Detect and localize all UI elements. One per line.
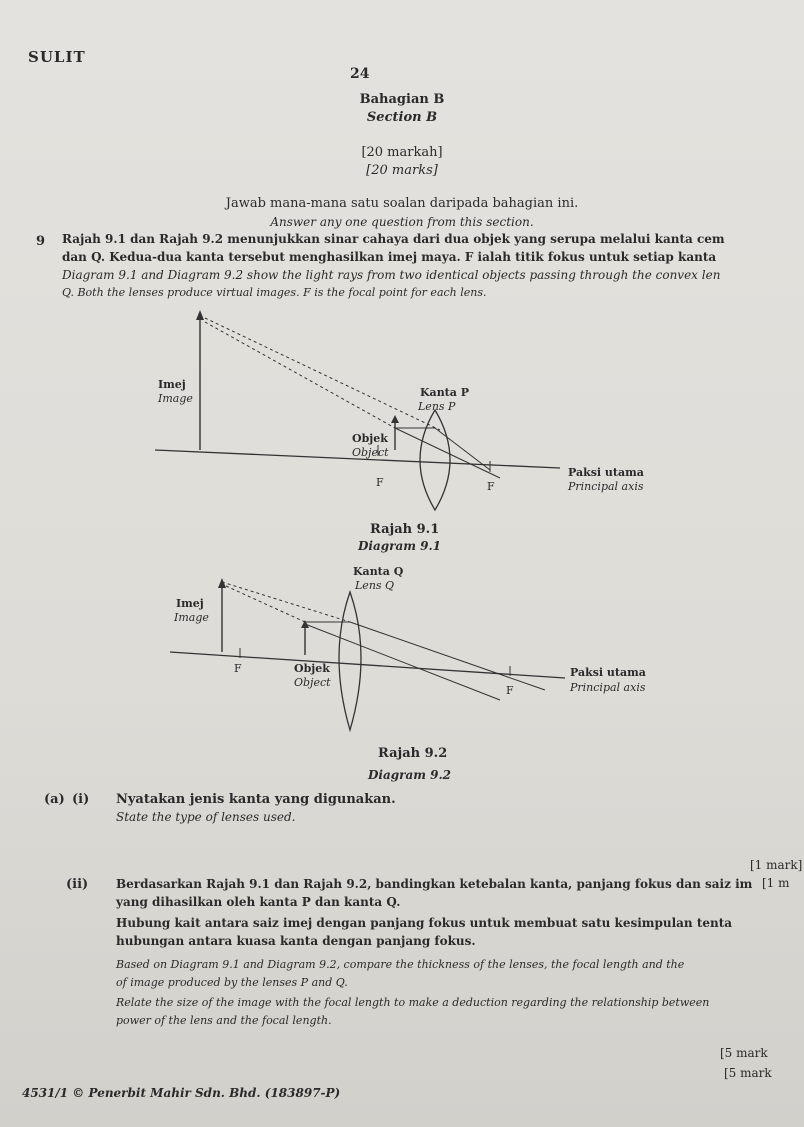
question-intro-ms-1: Rajah 9.1 dan Rajah 9.2 menunjukkan sinar cahaya dari dua objek yang serupa melalui kanta cem (62, 232, 725, 246)
part-a-ii-mark-en: [5 mark (724, 1066, 772, 1080)
d1-axis-en: Principal axis (568, 480, 644, 493)
d2-lens-ms: Kanta Q (353, 565, 404, 578)
d2-lens-en: Lens Q (355, 579, 395, 592)
part-a-ii-ms-2: yang dihasilkan oleh kanta P dan kanta Q. (116, 895, 401, 909)
part-a-ii-ms-1: Berdasarkan Rajah 9.1 dan Rajah 9.2, bandingkan ketebalan kanta, panjang fokus dan saiz im (116, 877, 753, 891)
d2-caption-ms: Rajah 9.2 (378, 746, 448, 761)
virtual-ray-2a (222, 582, 350, 622)
d2-focal-right: F (506, 684, 514, 697)
d1-image-ms: Imej (158, 378, 186, 391)
question-intro-en-1: Diagram 9.1 and Diagram 9.2 show the light rays from two identical objects passing through the convex len (62, 268, 721, 282)
d1-lens-ms: Kanta P (420, 386, 469, 399)
part-a-ii-en-3: Relate the size of the image with the focal length to make a deduction regarding the relationship between (116, 996, 710, 1009)
d1-caption-ms: Rajah 9.1 (370, 522, 440, 537)
ray-refracted-2b (305, 624, 500, 700)
part-a-ii-ms-4: hubungan antara kuasa kanta dengan panjang fokus. (116, 934, 476, 948)
d1-axis-ms: Paksi utama (568, 466, 644, 479)
part-a-ii-ms-3: Hubung kait antara saiz imej dengan panjang fokus untuk membuat satu kesimpulan tenta (116, 916, 733, 930)
lens-p-shape (420, 410, 450, 510)
d1-caption-en: Diagram 9.1 (358, 539, 441, 553)
d2-image-en: Image (174, 611, 209, 624)
virtual-ray-1a (205, 318, 440, 430)
d1-object-ms: Objek (352, 432, 388, 445)
ray-refracted-1b (395, 428, 500, 478)
object-arrowhead-1 (391, 415, 399, 423)
part-a-i-en: State the type of lenses used. (116, 810, 296, 824)
instruction-en: Answer any one question from this section. (270, 215, 534, 229)
part-a-ii-label: (ii) (66, 877, 89, 892)
part-a-ii-en-1: Based on Diagram 9.1 and Diagram 9.2, compare the thickness of the lenses, the focal length and the (116, 958, 685, 971)
d1-lens-en: Lens P (418, 400, 456, 413)
diagram-9-1 (0, 300, 804, 560)
part-a-ii-en-2: of image produced by the lenses P and Q. (116, 976, 348, 989)
sulit-header: SULIT (28, 48, 86, 66)
instruction-ms: Jawab mana-mana satu soalan daripada bahagian ini. (225, 196, 579, 211)
d2-focal-left: F (234, 662, 242, 675)
lens-q-shape (339, 592, 361, 730)
virtual-ray-1b (205, 322, 395, 428)
part-a-i-ms: Nyatakan jenis kanta yang digunakan. (116, 792, 396, 807)
principal-axis-2 (170, 652, 565, 678)
d2-object-ms: Objek (294, 662, 330, 675)
question-intro-en-2: Q. Both the lenses produce virtual images. F is the focal point for each lens. (62, 286, 487, 299)
question-number: 9 (36, 234, 46, 249)
d1-focal-right: F (487, 480, 495, 493)
section-title-ms: Bahagian B (359, 92, 445, 107)
part-a-i-label: (i) (72, 792, 90, 807)
section-marks-ms: [20 markah] (361, 145, 443, 160)
d2-axis-en: Principal axis (570, 681, 646, 694)
d2-axis-ms: Paksi utama (570, 666, 646, 679)
section-title-en: Section B (366, 110, 438, 125)
part-a-ii-en-4: power of the lens and the focal length. (116, 1014, 332, 1027)
footer-publisher: 4531/1 © Penerbit Mahir Sdn. Bhd. (183897-P) (22, 1086, 341, 1100)
d2-caption-en: Diagram 9.2 (368, 768, 451, 782)
d1-object-en: Object (352, 446, 389, 459)
d2-object-en: Object (294, 676, 331, 689)
part-a-label: (a) (44, 792, 65, 807)
d1-focal-left: F (376, 476, 384, 489)
part-a-ii-mark: [5 mark (720, 1046, 768, 1060)
page-number: 24 (350, 66, 370, 82)
part-a-i-mark: [1 mark] (750, 858, 803, 872)
section-marks-en: [20 marks] (366, 163, 438, 178)
question-intro-ms-2: dan Q. Kedua-dua kanta tersebut menghasilkan imej maya. F ialah titik fokus untuk setiap kanta (62, 250, 717, 264)
part-a-i-mark-en: [1 m (762, 876, 790, 890)
diagram-9-2 (0, 560, 804, 760)
d1-image-en: Image (158, 392, 193, 405)
d2-image-ms: Imej (176, 597, 204, 610)
image-arrowhead-1 (196, 310, 204, 320)
